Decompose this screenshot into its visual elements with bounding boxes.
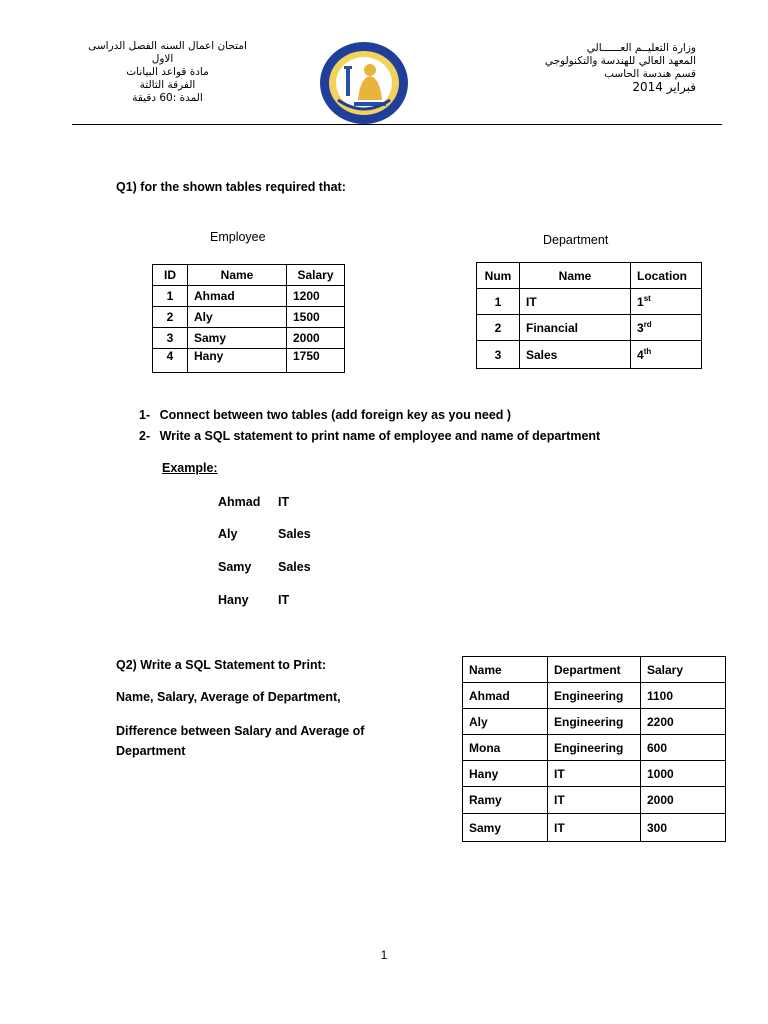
header-left-line: المدة :60 دقيقة xyxy=(132,92,203,104)
header-left-line: امتحان اعمال السنه الفصل الدراسى xyxy=(88,40,247,52)
table-cell: 300 xyxy=(641,814,726,842)
item-text: Write a SQL statement to print name of employee and name of department xyxy=(159,429,601,443)
header-divider xyxy=(72,124,722,125)
table-cell: 600 xyxy=(641,735,726,761)
table-cell: Hany xyxy=(463,761,548,787)
table-cell: Engineering xyxy=(548,683,641,709)
table-row xyxy=(153,286,345,307)
location-suffix: th xyxy=(643,347,652,356)
table-cell: 2 xyxy=(477,315,520,341)
example-dept: IT xyxy=(278,593,290,607)
table-cell: Aly xyxy=(188,307,287,328)
example-name: Samy xyxy=(218,560,252,574)
table-header-cell: Name xyxy=(463,657,548,683)
location-value: 1 xyxy=(637,295,644,309)
table-cell: Sales xyxy=(520,341,631,369)
table-header-cell: Name xyxy=(520,263,631,289)
q2-table xyxy=(462,656,726,842)
table-header-cell: Num xyxy=(477,263,520,289)
header-right-line: وزارة التعليــم العــــــالي xyxy=(586,42,696,54)
table-cell: 2200 xyxy=(641,709,726,735)
example-dept: Sales xyxy=(278,527,311,541)
header-left-line: الفرقة الثالثة xyxy=(139,79,196,91)
location-value: 4 xyxy=(637,348,644,362)
example-name: Ahmad xyxy=(218,495,261,509)
table-header-row xyxy=(153,265,345,286)
example-dept: Sales xyxy=(278,560,311,574)
example-dept: IT xyxy=(278,495,290,509)
header-right-block xyxy=(545,42,696,94)
table-cell: IT xyxy=(520,289,631,315)
table-header-row xyxy=(463,657,726,683)
table-row xyxy=(463,683,726,709)
department-caption: Department xyxy=(543,233,609,247)
table-row xyxy=(477,289,702,315)
table-cell: IT xyxy=(548,787,641,814)
table-header-row xyxy=(477,263,702,289)
table-cell: 3 xyxy=(477,341,520,369)
table-cell: 2 xyxy=(153,307,188,328)
header-left-block xyxy=(80,40,255,105)
table-header-cell: Location xyxy=(631,263,702,289)
table-header-cell: Name xyxy=(188,265,287,286)
table-cell: 1500 xyxy=(287,307,345,328)
item-number: 2- xyxy=(139,429,151,443)
header-left-line: الاول xyxy=(151,53,174,65)
header-left-line: مادة قواعد البيانات xyxy=(126,66,209,78)
table-header-cell: ID xyxy=(153,265,188,286)
table-row xyxy=(463,787,726,814)
table-header-cell: Salary xyxy=(641,657,726,683)
table-cell: 1 xyxy=(477,289,520,315)
q1-title: Q1) for the shown tables required that: xyxy=(116,180,346,194)
header-right-line: قسم هندسة الحاسب xyxy=(604,68,696,80)
table-cell xyxy=(631,341,702,369)
table-cell: 2000 xyxy=(287,328,345,349)
table-cell: Engineering xyxy=(548,709,641,735)
table-cell: Samy xyxy=(463,814,548,842)
q1-item-1 xyxy=(139,408,511,422)
location-value: 3 xyxy=(637,321,644,335)
header-right-line: المعهد العالي للهندسة والتكنولوجي xyxy=(544,55,696,67)
table-cell: 1000 xyxy=(641,761,726,787)
employee-table xyxy=(152,264,345,373)
table-row xyxy=(463,735,726,761)
table-row xyxy=(477,341,702,369)
institute-seal-logo-icon xyxy=(318,40,410,126)
table-cell xyxy=(631,315,702,341)
table-cell: 1 xyxy=(153,286,188,307)
item-number: 1- xyxy=(139,408,151,422)
example-name: Aly xyxy=(218,527,238,541)
table-row xyxy=(463,709,726,735)
table-cell: Ramy xyxy=(463,787,548,814)
q2-line-4: Department xyxy=(116,744,186,758)
table-cell: 2000 xyxy=(641,787,726,814)
q2-line-1: Q2) Write a SQL Statement to Print: xyxy=(116,658,326,672)
table-cell: Hany xyxy=(188,349,287,373)
table-cell: Financial xyxy=(520,315,631,341)
table-header-cell: Department xyxy=(548,657,641,683)
department-table xyxy=(476,262,702,369)
example-label: Example: xyxy=(162,461,218,475)
table-cell: 3 xyxy=(153,328,188,349)
table-cell: 1750 xyxy=(287,349,345,373)
q1-item-2 xyxy=(139,429,600,443)
table-cell: 1200 xyxy=(287,286,345,307)
table-cell: Ahmad xyxy=(463,683,548,709)
table-row xyxy=(463,814,726,842)
table-row xyxy=(153,307,345,328)
page-number: 1 xyxy=(380,948,388,962)
table-cell: Mona xyxy=(463,735,548,761)
table-row xyxy=(153,328,345,349)
example-name: Hany xyxy=(218,593,249,607)
table-row xyxy=(463,761,726,787)
q2-line-3: Difference between Salary and Average of xyxy=(116,724,365,738)
table-cell: 1100 xyxy=(641,683,726,709)
table-cell xyxy=(631,289,702,315)
table-row xyxy=(153,349,345,373)
table-cell: IT xyxy=(548,761,641,787)
table-cell: Ahmad xyxy=(188,286,287,307)
employee-caption: Employee xyxy=(210,230,266,244)
table-row xyxy=(477,315,702,341)
item-text: Connect between two tables (add foreign key as you need ) xyxy=(159,408,512,422)
table-cell: IT xyxy=(548,814,641,842)
table-cell: 4 xyxy=(153,349,188,373)
table-cell: Engineering xyxy=(548,735,641,761)
q2-line-2: Name, Salary, Average of Department, xyxy=(116,690,341,704)
table-cell: Samy xyxy=(188,328,287,349)
location-suffix: rd xyxy=(643,320,652,329)
table-header-cell: Salary xyxy=(287,265,345,286)
table-cell: Aly xyxy=(463,709,548,735)
location-suffix: st xyxy=(643,294,651,303)
header-right-line: فبراير 2014 xyxy=(632,80,696,94)
